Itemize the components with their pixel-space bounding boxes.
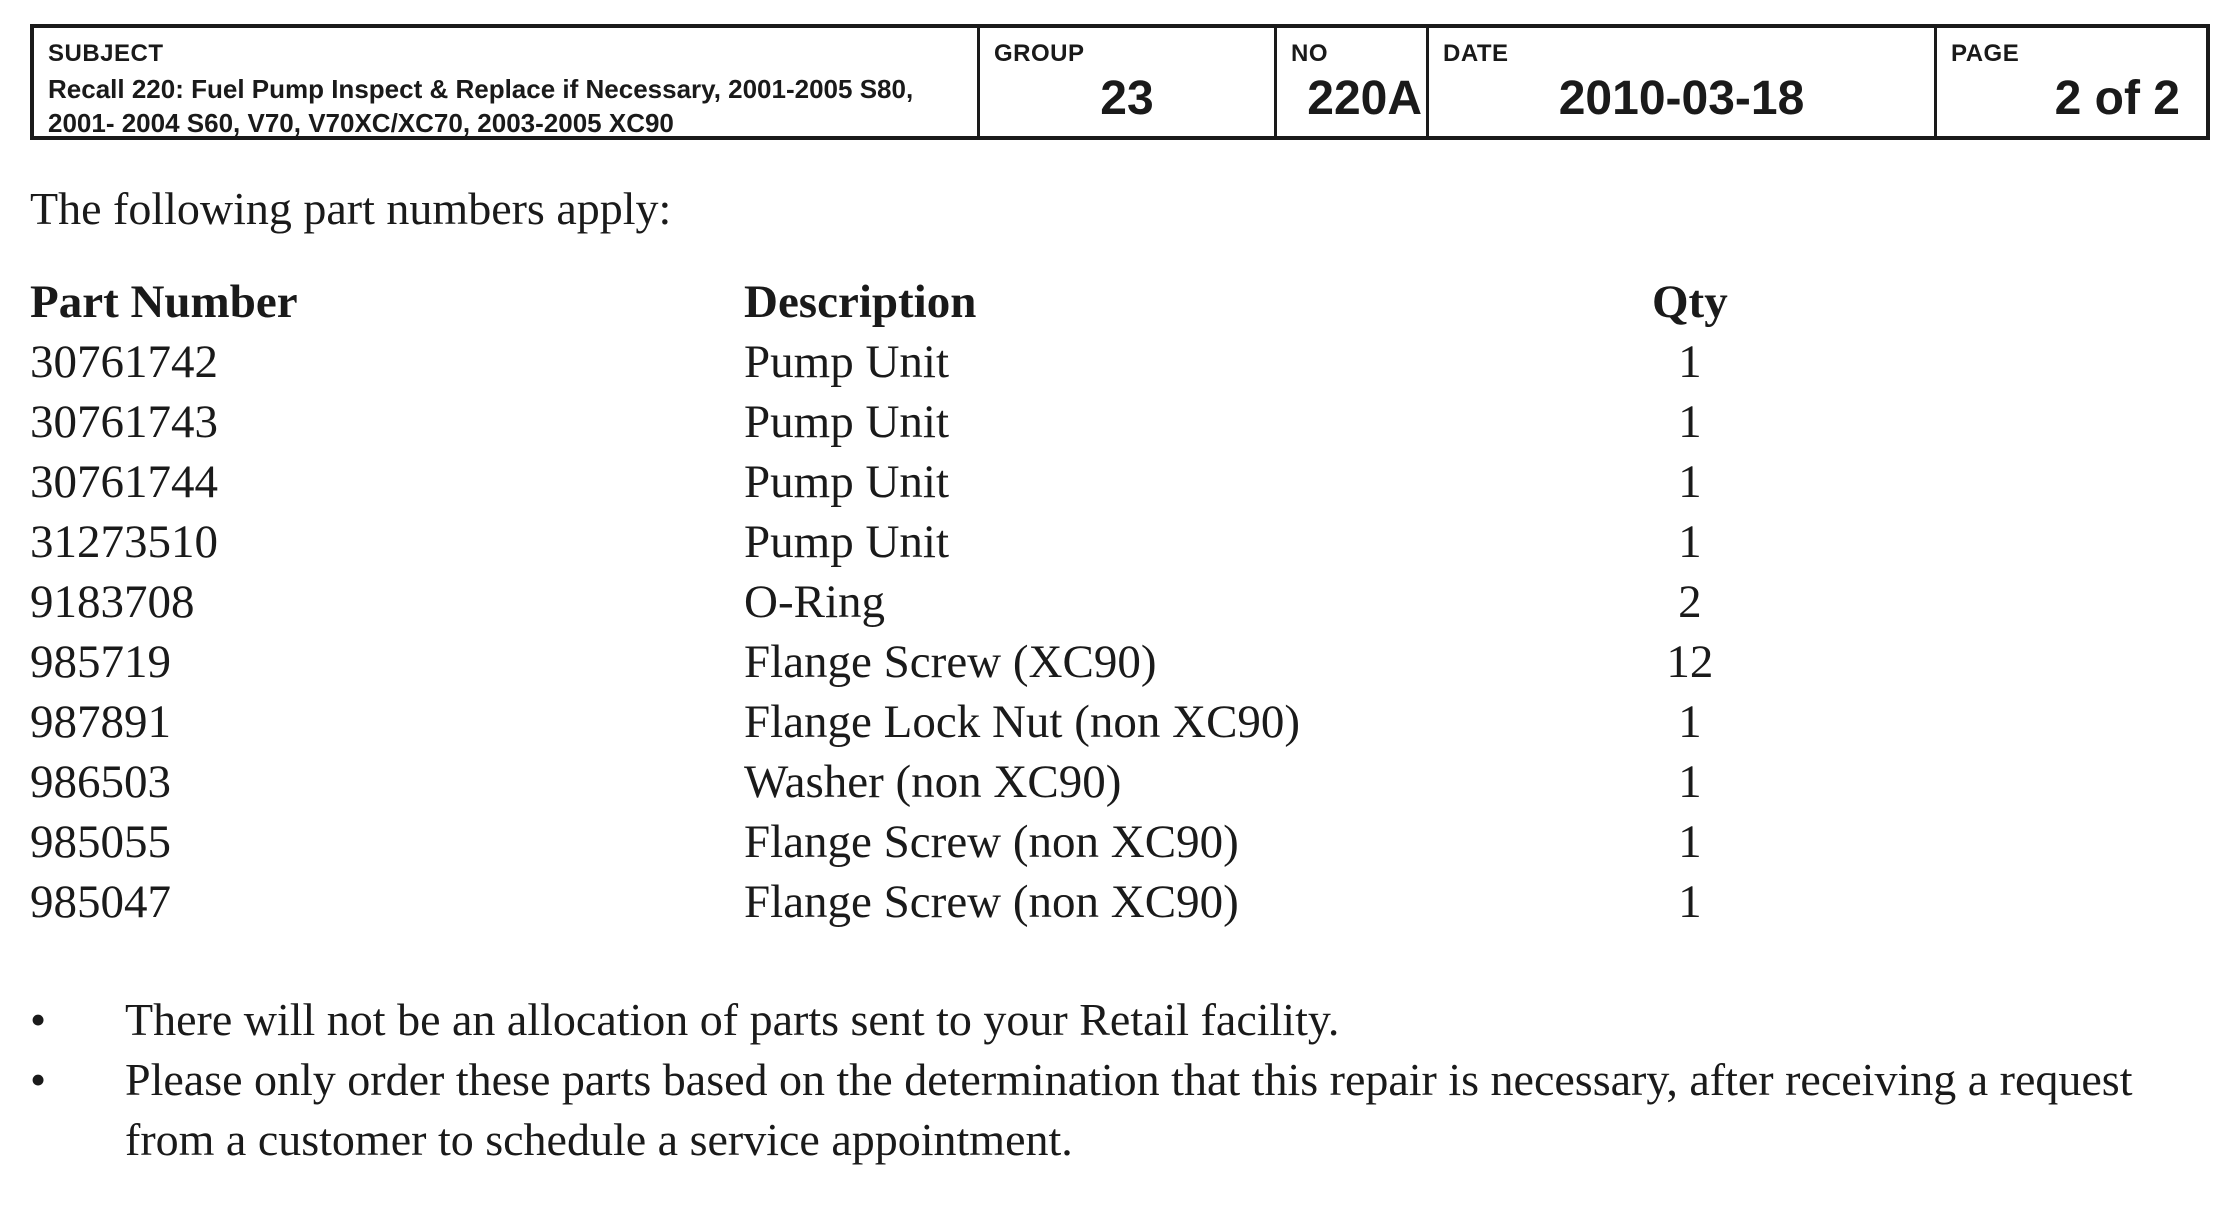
description-cell: Pump Unit — [744, 456, 950, 508]
header-part-number: Part Number — [30, 276, 298, 328]
part-number-cell: 986503 — [30, 756, 171, 808]
qty-cell: 1 — [1678, 756, 1702, 808]
part-number-cell: 30761743 — [30, 396, 218, 448]
table-row — [30, 392, 1728, 452]
subject-label: SUBJECT — [48, 40, 164, 67]
no-cell — [1277, 28, 1429, 136]
description-cell: Pump Unit — [744, 516, 950, 568]
part-number-cell: 985719 — [30, 636, 171, 688]
table-row — [30, 512, 1728, 572]
header-box — [30, 24, 2210, 140]
description-cell: Flange Lock Nut (non XC90) — [744, 696, 1301, 748]
header-description: Description — [744, 276, 977, 328]
table-row — [30, 812, 1728, 872]
table-row — [30, 692, 1728, 752]
part-number-cell: 30761744 — [30, 456, 218, 508]
group-cell — [980, 28, 1277, 136]
description-cell: Washer (non XC90) — [744, 756, 1122, 808]
note-text: There will not be an allocation of parts sent to your Retail facility. — [125, 994, 1340, 1045]
parts-table — [30, 272, 1728, 932]
qty-cell: 2 — [1678, 576, 1702, 628]
part-number-cell: 985055 — [30, 816, 171, 868]
table-header-row — [30, 272, 1728, 332]
qty-cell: 1 — [1678, 336, 1702, 388]
group-label: GROUP — [994, 40, 1085, 67]
part-number-cell: 30761742 — [30, 336, 218, 388]
page-label: PAGE — [1951, 40, 2020, 67]
subject-text: Recall 220: Fuel Pump Inspect & Replace if Necessary, 2001-2005 S80, 2001- 2004 S60, V70, V70XC/XC70, 2003-2005 XC90 — [48, 74, 914, 138]
intro-text: The following part numbers apply: — [30, 183, 672, 234]
description-cell: O-Ring — [744, 576, 885, 628]
description-cell: Flange Screw (non XC90) — [744, 876, 1239, 928]
bullet-icon: • — [30, 994, 47, 1045]
qty-cell: 1 — [1678, 816, 1702, 868]
table-row — [30, 872, 1728, 932]
description-cell: Pump Unit — [744, 336, 950, 388]
description-cell: Pump Unit — [744, 396, 950, 448]
note-text: Please only order these parts based on the determination that this repair is necessary, after receiving a request from a customer to schedule a service appointment. — [125, 1054, 2133, 1165]
page-cell — [1937, 28, 2206, 136]
notes-list — [30, 990, 2210, 1170]
header-qty: Qty — [1652, 276, 1728, 328]
description-cell: Flange Screw (non XC90) — [744, 816, 1239, 868]
no-label: NO — [1291, 40, 1328, 67]
table-row — [30, 572, 1728, 632]
table-row — [30, 332, 1728, 392]
table-row — [30, 752, 1728, 812]
qty-cell: 1 — [1678, 696, 1702, 748]
description-cell: Flange Screw (XC90) — [744, 636, 1157, 688]
date-cell — [1429, 28, 1937, 136]
qty-cell: 1 — [1678, 456, 1702, 508]
part-number-cell: 31273510 — [30, 516, 218, 568]
list-item — [30, 1050, 2210, 1170]
qty-cell: 1 — [1678, 516, 1702, 568]
date-value: 2010-03-18 — [1558, 72, 1805, 125]
page-value: 2 of 2 — [2054, 72, 2180, 125]
no-value: 220A — [1307, 72, 1422, 125]
bullet-icon: • — [30, 1054, 47, 1105]
part-number-cell: 987891 — [30, 696, 171, 748]
part-number-cell: 9183708 — [30, 576, 195, 628]
date-label: DATE — [1443, 40, 1509, 67]
list-item — [30, 990, 2210, 1050]
subject-cell — [34, 28, 980, 136]
table-row — [30, 452, 1728, 512]
qty-cell: 12 — [1666, 636, 1714, 688]
part-number-cell: 985047 — [30, 876, 171, 928]
group-value: 23 — [1100, 72, 1154, 125]
table-row — [30, 632, 1728, 692]
qty-cell: 1 — [1678, 396, 1702, 448]
qty-cell: 1 — [1678, 876, 1702, 928]
